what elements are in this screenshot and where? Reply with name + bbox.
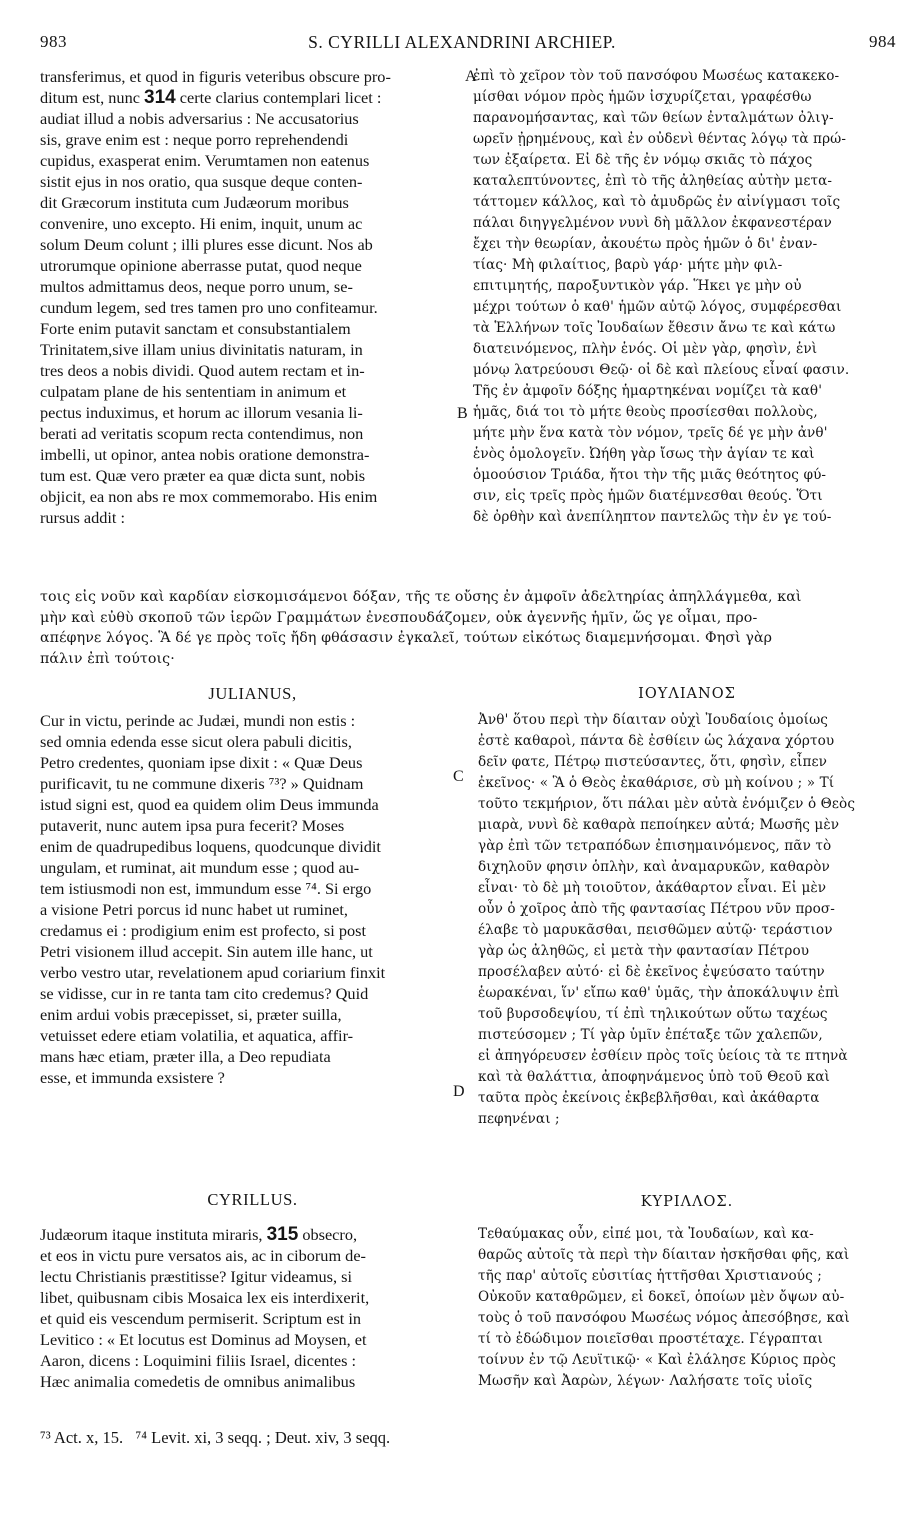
text-line: παρανομήσαντας, καὶ τῶν θείων ἐνταλμάτων ὀλιγ-: [473, 110, 834, 126]
latin-column-cyrillus: [40, 1224, 465, 1392]
running-header: [28, 32, 896, 58]
text-line: utrorumque opinione aberrasse putat, quod neque: [40, 256, 362, 275]
text-line: τί τὸ ἐδώδιμον ποιεῖσθαι προστέταχε. Γέγραπται: [478, 1331, 823, 1347]
margin-letter-b: B: [457, 405, 468, 422]
text-line: Τῆς ἐν ἀμφοῖν δόξης ἡμαρτηκέναι νομίζει τὰ καθ': [473, 383, 823, 399]
text-line: πάλιν ἐπὶ τούτοις·: [40, 650, 175, 667]
text-line: τὰ Ἑλλήνων τοῖς Ἰουδαίων ἔθεσιν ἄνω τε καὶ κάτω: [473, 320, 836, 336]
text-line: lectu Christianis præstitisse? Igitur videamus, si: [40, 1267, 353, 1286]
text-line: culpatam plane de his sententiam in animum et: [40, 382, 347, 401]
text-line: τοὺς ὁ τοῦ πανσόφου Μωσέως νόμος ἀπεσόβησε, καὶ: [478, 1310, 850, 1326]
greek-column-cyrillus: [478, 1224, 896, 1392]
heading-cyrillus-latin: CYRILLUS.: [207, 1190, 298, 1209]
text-line: πιστεύσομεν ; Τί γὰρ ὑμῖν ἐπέταξε τῶν χαλεπῶν,: [478, 1027, 823, 1043]
text-line: a visione Petri porcus id nunc habet ut ruminet,: [40, 900, 348, 919]
text-line: audiat illud a nobis adversarius : Ne accusatorius: [40, 109, 359, 128]
text-line: solum Deum colunt ; illi plures esse dicunt. Nos ab: [40, 235, 373, 254]
text-line: σιν, εἰς τρεῖς πρὸς ἡμῶν διατέμνεσθαι θεούς. Ὅτι: [473, 488, 823, 504]
text-line: mans hæc etiam, præter illa, a Deo repudiata: [40, 1047, 331, 1066]
page-number-right: 984: [869, 32, 896, 51]
text-line: ungulam, et ruminat, ait mundum esse ; quod au-: [40, 858, 360, 877]
text-line: purificavit, tu ne commune dixeris ⁷³? » Quidnam: [40, 774, 364, 793]
text-line: Petro credentes, quoniam ipse dixit : « Quæ Deus: [40, 753, 363, 772]
text-line: τοις εἰς νοῦν καὶ καρδίαν εἰσκομισάμενοι δόξαν, τῆς τε οὔσης ἐν ἀμφοῖν ἀδελτηρίας ἀπηλλάγμεθα, καὶ: [40, 589, 802, 605]
text-line: μίσθαι νόμον πρὸς ἡμῶν ἰσχυρίζεται, γραφέσθω: [473, 89, 812, 105]
text-line: tres deos a nobis dividi. Quod autem rectam et in-: [40, 361, 365, 380]
latin-column-intro: [40, 66, 465, 528]
text-line: προσέλαβεν αὐτό· εἰ δὲ ἐκεῖνος ἐψεύσατο ταύτην: [478, 964, 825, 980]
text-line: sistit ejus in nos oratio, qua susque deque conten-: [40, 172, 363, 191]
text-line: Petri visionem illud accepit. Sin autem ille hanc, ut: [40, 942, 373, 961]
text-line: Τεθαύμακας οὖν, εἰπέ μοι, τὰ Ἰουδαίων, καὶ κα-: [478, 1226, 814, 1242]
text-line: γὰρ ἐπὶ τῶν τετραπόδων ἐπισημαινόμενος, πᾶν τὸ: [478, 838, 832, 854]
text-line: ἐπὶ τὸ χεῖρον τὸν τοῦ πανσόφου Μωσέως κατακεκο-: [473, 68, 840, 84]
text-line: επιτιμητής, παροξυντικὸν γάρ. Ἥκει γε μὴν οὐ: [473, 278, 802, 294]
footnotes: ⁷³ Act. x, 15. ⁷⁴ Levit. xi, 3 seqq. ; Deut. xiv, 3 seqq.: [40, 1428, 391, 1447]
text-line: απέφηνε λόγος. Ἃ δέ γε πρὸς τοῖς ἤδη φθάσασιν ἐγκαλεῖ, τούτων εἰκότως διαμεμνήσομαι. Φησὶ γὰρ: [40, 630, 773, 646]
text-line: τοῦ βυρσοδεψίου, τί ἐπὶ τηλικούτων οὕτω ταχέως: [478, 1006, 828, 1022]
text-line: ἡμᾶς, διά τοι τὸ μήτε θεοὺς προσίεσθαι πολλοὺς,: [473, 404, 818, 420]
text-line: μήτε μὴν ἕνα κατὰ τὸν νόμον, τρεῖς δέ γε μὴν ἀνθ': [473, 425, 828, 441]
text-line: ditum est, nunc 314 certe clarius contemplari licet :: [40, 87, 382, 108]
text-line: multos admittamus deos, neque porro unum, se-: [40, 277, 353, 296]
original-page-marker: 315: [266, 1224, 299, 1245]
greek-full-width-passage: [40, 587, 900, 669]
text-line: libet, quibusnam cibis Mosaica lex eis interdixerit,: [40, 1288, 370, 1307]
text-line: Ἀνθ' ὅτου περὶ τὴν δίαιταν οὐχὶ Ἰουδαίοις ὁμοίως: [478, 712, 829, 728]
text-line: τάττομεν κάλλος, καὶ τὸ ἀμυδρῶς ἐν αἰνίγμασι τοῖς: [473, 194, 841, 210]
text-line: ωρεῖν ᾐρημένους, καὶ ἐν οὐδενὶ θέντας λόγῳ τὰ πρώ-: [473, 131, 847, 147]
text-line: esse, et immunda exsistere ?: [40, 1068, 225, 1087]
text-line: cundum legem, sed tres tamen pro uno confiteamur.: [40, 298, 378, 317]
text-line: καταλεπτύνοντες, ἐπὶ τὸ τῆς ἀληθείας αὐτὴν μετα-: [473, 173, 833, 189]
text-line: credamus ei : prodigium enim est profecto, si post: [40, 921, 367, 940]
text-line: vetuisset edere etiam volatilia, et aquatica, affir-: [40, 1026, 354, 1045]
text-line: enim de quadrupedibus loquens, quodcunque dividit: [40, 837, 381, 856]
margin-letter-c: C: [453, 768, 464, 785]
text-line: τῆς παρ' αὐτοῖς εὐσιτίας ἡττῆσθαι Χριστιανούς ;: [478, 1268, 822, 1284]
text-line: se vidisse, cur in re tanta tam cito credemus? Quid: [40, 984, 369, 1003]
text-line: τίας· Μὴ φιλαίτιος, βαρὺ γάρ· μήτε μὴν φιλ-: [473, 257, 783, 273]
text-line: έλαβε τὸ μαρυκᾶσθαι, πεισθῶμεν αὐτῷ· τεράστιον: [478, 922, 833, 938]
text-line: berati ad veritatis scopum recta contendimus, non: [40, 424, 364, 443]
text-line: Levitico : « Et locutus est Dominus ad Moysen, et: [40, 1330, 367, 1349]
text-line: μέχρι τούτων ὁ καθ' ἡμῶν αὐτῷ λόγος, συμφέρεσθαι: [473, 299, 842, 315]
text-line: istud signi est, quod ea quidem olim Deus immunda: [40, 795, 379, 814]
text-line: ταῦτα πρὸς ἐκείνοις ἐκβεβλῆσθαι, καὶ ἀκάθαρτα: [478, 1090, 820, 1106]
heading-julianus-latin: JULIANUS,: [208, 684, 297, 703]
page-number-left: 983: [40, 32, 67, 51]
text-line: ἑνὸς ὁμολογεῖν. Ὠήθη γὰρ ἴσως τὴν ἁγίαν τε καὶ: [473, 446, 815, 462]
text-line: καὶ τὰ θαλάττια, ἀποφηνάμενος ὑπὸ τοῦ Θεοῦ καὶ: [478, 1069, 830, 1085]
text-line: πεφηνέναι ;: [478, 1111, 560, 1127]
text-line: μόνῳ λατρεύουσι Θεῷ· οἱ δὲ καὶ πλείους εἶναί φασιν.: [473, 362, 850, 378]
text-line: Hæc animalia comedetis de omnibus animalibus: [40, 1372, 356, 1391]
latin-column-julianus: [40, 710, 465, 1088]
text-line: εἰ ἀπηγόρευσεν ἐσθίειν πρὸς τοῖς ὑείοις τὰ τε πτηνὰ: [478, 1048, 848, 1064]
heading-cyrillus-greek: ΚΥΡΙΛΛΟΣ.: [640, 1194, 734, 1210]
margin-letter-a: A: [465, 68, 477, 85]
greek-column-julianus: [478, 710, 896, 1130]
text-line: οὖν ὁ χοῖρος ἀπὸ τῆς φαντασίας Πέτρου νῦν προσ-: [478, 901, 835, 917]
text-line: imbelli, ut opinor, antea nobis oratione demonstra-: [40, 445, 370, 464]
text-line: διχηλοῦν φησιν ὁπλὴν, καὶ ἀναμαρυκῶν, καθαρὸν: [478, 859, 830, 875]
text-line: sed omnia edenda esse sicut olera pabuli dicitis,: [40, 732, 352, 751]
text-line: ὁμοούσιον Τριάδα, ἤτοι τὴν τῆς μιᾶς θεότητος φύ-: [473, 467, 827, 483]
text-line: τοίνυν ἐν τῷ Λευϊτικῷ· « Καὶ ἐλάλησε Κύριος πρὸς: [478, 1352, 836, 1368]
text-line: rursus addit :: [40, 508, 126, 527]
text-line: sis, grave enim est : neque porro reprehendendi: [40, 130, 349, 149]
text-line: Μωσῆν καὶ Ἀαρὼν, λέγων· Λαλήσατε τοῖς υἱοῖς: [478, 1373, 813, 1389]
margin-letter-d: D: [453, 1083, 465, 1100]
text-line: δὲ ὀρθὴν καὶ ἀνεπίληπτον παντελῶς τὴν ἐν γε τού-: [473, 509, 832, 525]
text-line: objicit, ea non abs re mox commemorabo. His enim: [40, 487, 378, 506]
text-line: Trinitatem,sive illam unius divinitatis naturam, in: [40, 340, 363, 359]
text-line: verbo vestro utar, revelationem apud coriarium finxit: [40, 963, 386, 982]
text-line: transferimus, et quod in figuris veteribus obscure pro-: [40, 67, 391, 86]
running-title: S. CYRILLI ALEXANDRINI ARCHIEP.: [308, 32, 616, 52]
greek-column-intro: [473, 66, 893, 528]
text-line: μιαρὰ, νυνὶ δὲ καθαρὰ πεποίηκεν αὐτά; Μωσῆς μὲν: [478, 817, 840, 833]
text-line: γὰρ ὡς ἀληθῶς, εἰ μετὰ τὴν φαντασίαν Πέτρου: [478, 943, 810, 959]
text-line: ἐκεῖνος· « Ἃ ὁ Θεὸς ἐκαθάρισε, σὺ μὴ κοίνου ; » Τί: [478, 775, 835, 791]
text-line: enim ardui vobis præcepisset, si, præter suilla,: [40, 1005, 342, 1024]
text-line: dit Græcorum instituta cum Judæorum moribus: [40, 193, 349, 212]
original-page-marker: 314: [144, 87, 176, 108]
text-line: ἐστὲ καθαροὶ, πάντα δὲ ἐσθίειν ὡς λάχανα χόρτου: [478, 733, 835, 749]
text-line: διατεινόμενος, πλὴν ἑνός. Οἱ μὲν γὰρ, φησὶν, ἑνὶ: [473, 341, 818, 357]
text-line: θαρῶς αὐτοῖς τὰ περὶ τὴν δίαιταν ἠσκῆσθαι φῆς, καὶ: [478, 1247, 850, 1263]
text-line: Forte enim putavit sanctam et consubstantialem: [40, 319, 351, 338]
text-line: τοῦτο τεκμήριον, ὅτι πάλαι μὲν αὐτὰ ἐνόμιζεν ὁ Θεὸς: [478, 796, 856, 812]
text-line: Cur in victu, perinde ac Judæi, mundi non estis :: [40, 711, 356, 730]
text-line: ἔχει τὴν θεωρίαν, ἀκουέτω πρὸς ἡμῶν ὁ δι' ἐναν-: [473, 236, 818, 252]
text-line: et quid eis vescendum permiserit. Scriptum est in: [40, 1309, 362, 1328]
text-line: των ἐξαίρετα. Εἰ δὲ τῆς ἐν νόμῳ σκιᾶς τὸ πάχος: [473, 152, 813, 168]
text-line: Οὐκοῦν καταθρῶμεν, εἰ δοκεῖ, ὁποίων μὲν ὄψων αὐ-: [478, 1289, 845, 1305]
text-line: εἶναι· τὸ δὲ μὴ τοιοῦτον, ἀκάθαρτον εἶναι. Εἰ μὲν: [478, 880, 827, 896]
text-line: tem istiusmodi non est, immundum esse ⁷⁴. Si ergo: [40, 879, 372, 898]
text-line: et eos in victu pure versatos ais, ac in ciborum de-: [40, 1246, 366, 1265]
text-line: cupidus, exasperat enim. Verumtamen non eatenus: [40, 151, 370, 170]
text-line: πάλαι διηγγελμένον νυνὶ δὴ μᾶλλον ἐκφανεστέραν: [473, 215, 832, 231]
text-line: pectus induximus, et horum ac illorum vesania li-: [40, 403, 363, 422]
text-line: δεῖν φατε, Πέτρῳ πιστεύσαντες, ὅτι, φησὶν, εἶπεν: [478, 754, 828, 770]
text-line: ἑωρακέναι, ἵν' εἴπω καθ' ὑμᾶς, τὴν ἀποκάλυψιν ἐπὶ: [478, 985, 840, 1001]
text-line: Aaron, dicens : Loquimini filiis Israel, dicentes :: [40, 1351, 357, 1370]
text-line: tum est. Quæ vero præter ea quæ dicta sunt, nobis: [40, 466, 366, 485]
heading-julianus-greek: ΙΟΥΛΙΑΝΟΣ: [638, 686, 736, 702]
text-line: μὴν καὶ εὐθὺ σκοποῦ τῶν ἱερῶν Γραμμάτων ἐνεσπουδάζομεν, οὐκ ἀγεννῆς ἡμῖν, ὥς γε οἶμαι, προ-: [40, 609, 758, 626]
text-line: Judæorum itaque instituta miraris, 315 obsecro,: [40, 1224, 358, 1245]
text-line: putaverit, nunc autem ipsa pura fecerit? Moses: [40, 816, 345, 835]
text-line: convenire, uno excepto. Hi enim, inquit, unum ac: [40, 214, 363, 233]
